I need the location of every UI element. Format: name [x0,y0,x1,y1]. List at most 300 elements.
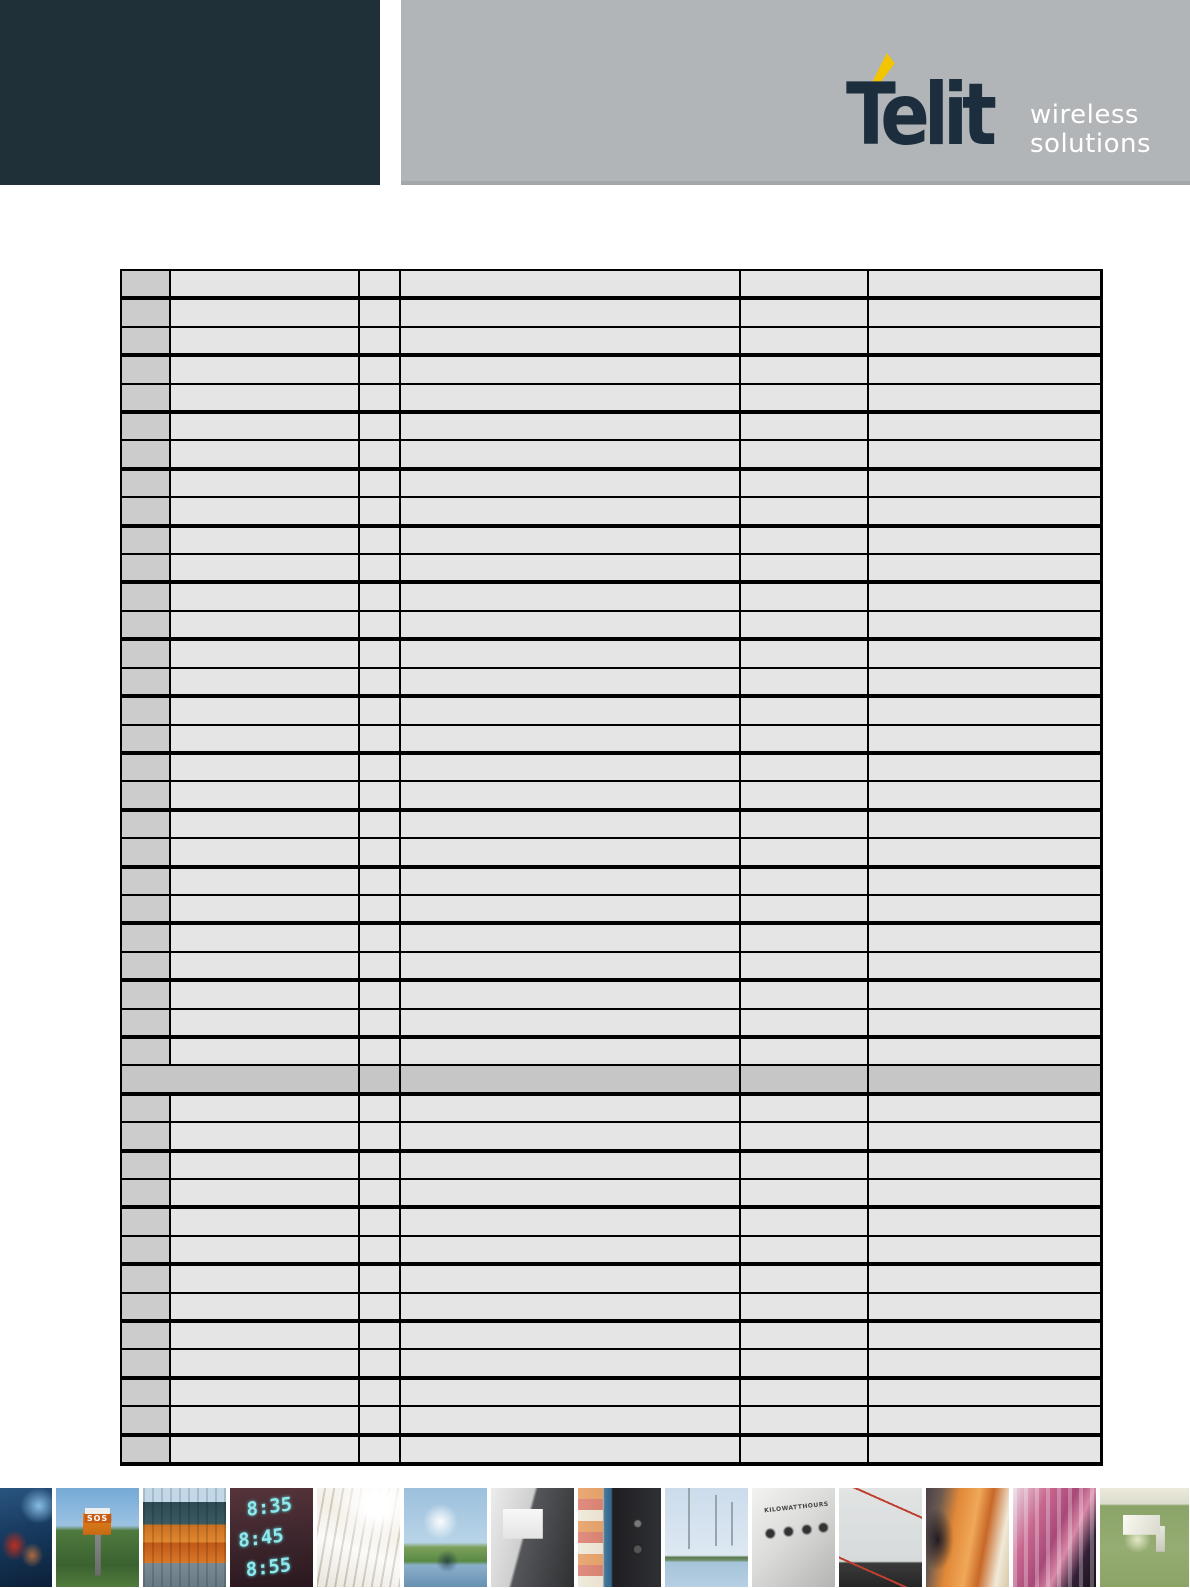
table-cell [399,1209,739,1234]
table-cell [122,1266,169,1291]
table-cell [867,782,1100,807]
table-row [122,869,1100,896]
filmstrip-photo-card-reader [491,1488,574,1587]
table-cell [122,698,169,723]
table-cell [169,982,358,1007]
table-cell [739,612,867,637]
table-cell [358,726,399,751]
table-cell [122,1350,169,1375]
filmstrip-photo-power-cables [839,1488,922,1587]
filmstrip-photo-wind-turbines [665,1488,748,1587]
table-cell [739,982,867,1007]
table-cell [399,1323,739,1348]
table-row [122,1437,1100,1462]
table-cell [122,498,169,523]
table-row [122,755,1100,782]
table-row [122,300,1100,327]
table-row [122,698,1100,725]
table-cell [169,698,358,723]
table-cell [358,925,399,950]
table-cell [169,1039,358,1064]
table-cell [399,1153,739,1178]
table-row [122,982,1100,1009]
table-cell [739,1066,867,1091]
table-cell [169,1294,358,1319]
table-cell [358,612,399,637]
table-cell [358,357,399,382]
table-cell [739,414,867,439]
table-cell [399,328,739,353]
table-cell [169,641,358,666]
table-cell [358,1180,399,1205]
table-cell [169,385,358,410]
table-cell [399,1096,739,1121]
table-cell [399,1266,739,1291]
table-cell [169,1323,358,1348]
table-cell [867,414,1100,439]
table-cell [122,1123,169,1148]
table-cell [739,441,867,466]
table-cell [399,357,739,382]
table-cell [122,925,169,950]
table-cell [122,782,169,807]
table-cell [739,555,867,580]
table-cell [739,896,867,921]
table-cell [399,982,739,1007]
table-cell [739,498,867,523]
table-cell [739,1123,867,1148]
table-cell [358,953,399,978]
table-cell [358,1096,399,1121]
table-cell [739,300,867,325]
table-cell [867,1380,1100,1405]
table-row [122,612,1100,641]
table-cell [739,1237,867,1262]
table-cell [867,1209,1100,1234]
table-cell [358,869,399,894]
table-cell [122,300,169,325]
table-cell [739,641,867,666]
table-cell [358,271,399,296]
table-cell [867,1407,1100,1432]
table-cell [867,896,1100,921]
table-cell [739,726,867,751]
table-cell [122,1294,169,1319]
telit-logo: Telit [846,65,992,165]
table-cell [122,441,169,466]
table-cell [867,726,1100,751]
table-cell [867,555,1100,580]
table-cell [169,1380,358,1405]
table-cell [739,1096,867,1121]
table-cell [358,1323,399,1348]
table-cell [169,1407,358,1432]
table-cell [399,498,739,523]
table-row [122,1010,1100,1039]
table-cell [122,1380,169,1405]
table-cell [122,1010,169,1035]
table-cell [867,1066,1100,1091]
table-cell [739,1380,867,1405]
table-cell [399,555,739,580]
table-cell [169,584,358,609]
table-cell [358,812,399,837]
table-cell [169,1437,358,1462]
table-cell [867,1437,1100,1462]
table-cell [169,498,358,523]
filmstrip [0,1488,1189,1587]
table-cell [358,1266,399,1291]
table-cell [122,1039,169,1064]
table-cell [358,328,399,353]
table-cell [867,471,1100,496]
table-cell [122,953,169,978]
table-cell [169,357,358,382]
table-cell [867,528,1100,553]
table-cell [399,300,739,325]
table-row [122,414,1100,441]
table-cell [122,1096,169,1121]
table-cell [399,925,739,950]
table-cell [399,1066,739,1091]
table-row [122,839,1100,868]
table-cell [399,812,739,837]
table-cell [739,839,867,864]
table-cell [122,357,169,382]
filmstrip-photo-cyclist [404,1488,487,1587]
table-cell [867,1039,1100,1064]
table-cell [122,1066,358,1091]
table-cell [739,953,867,978]
table-cell [399,612,739,637]
data-table [120,269,1103,1466]
table-cell [358,669,399,694]
filmstrip-photo-bottling-line [1013,1488,1096,1587]
photo-text: SOS [84,1514,111,1523]
table-cell [867,498,1100,523]
table-cell [739,1010,867,1035]
table-cell [169,612,358,637]
table-cell [399,1350,739,1375]
table-row [122,953,1100,982]
table-cell [867,1350,1100,1375]
table-cell [739,1294,867,1319]
table-cell [739,925,867,950]
table-cell [399,1437,739,1462]
table-cell [867,1294,1100,1319]
table-cell [867,1096,1100,1121]
table-cell [867,1123,1100,1148]
table-cell [169,1266,358,1291]
header-left-block [0,0,380,185]
table-cell [399,584,739,609]
table-cell [358,414,399,439]
table-cell [399,1294,739,1319]
table-cell [399,1010,739,1035]
table-cell [739,385,867,410]
table-cell [358,471,399,496]
table-cell [122,528,169,553]
table-cell [122,471,169,496]
table-cell [122,896,169,921]
table-cell [122,555,169,580]
table-cell [867,1180,1100,1205]
table-cell [399,726,739,751]
table-cell [867,385,1100,410]
table-cell [358,528,399,553]
table-cell [358,896,399,921]
table-cell [399,1237,739,1262]
table-cell [122,1237,169,1262]
table-cell [739,328,867,353]
table-cell [358,1010,399,1035]
table-cell [399,385,739,410]
table-cell [358,1123,399,1148]
table-cell [399,1407,739,1432]
table-cell [399,698,739,723]
table-cell [739,1180,867,1205]
table-row [122,1294,1100,1323]
table-cell [358,1407,399,1432]
table-cell [867,755,1100,780]
table-cell [358,1209,399,1234]
table-row [122,1266,1100,1293]
table-cell [867,812,1100,837]
table-cell [739,782,867,807]
table-cell [399,1380,739,1405]
table-cell [358,555,399,580]
table-cell [169,726,358,751]
table-cell [739,1437,867,1462]
table-cell [867,698,1100,723]
table-row [122,528,1100,555]
table-row [122,271,1100,300]
table-cell [169,1180,358,1205]
filmstrip-photo-cargo-containers [143,1488,226,1587]
table-cell [358,1437,399,1462]
table-cell [399,641,739,666]
table-cell [867,584,1100,609]
table-cell [169,471,358,496]
table-cell [358,1380,399,1405]
filmstrip-photo-laptop-and-coffee [317,1488,400,1587]
table-cell [867,669,1100,694]
filmstrip-photo-cctv-camera [1100,1488,1189,1587]
photo-text: 8:35 8:45 8:55 [237,1493,293,1582]
table-cell [358,839,399,864]
table-cell [358,1350,399,1375]
table-cell [169,1350,358,1375]
table-cell [739,1407,867,1432]
table-cell [169,1153,358,1178]
table-cell [867,641,1100,666]
table-cell [867,300,1100,325]
table-cell [399,896,739,921]
table-cell [867,982,1100,1007]
table-cell [399,953,739,978]
table-cell [122,414,169,439]
table-cell [358,982,399,1007]
table-cell [739,1153,867,1178]
table-row [122,471,1100,498]
table-row [122,782,1100,811]
table-cell [867,839,1100,864]
table-cell [358,1039,399,1064]
table-cell [739,812,867,837]
table-cell [358,698,399,723]
table-cell [122,869,169,894]
table-cell [122,584,169,609]
table-cell [169,953,358,978]
table-cell [399,755,739,780]
table-cell [739,1266,867,1291]
table-cell [867,925,1100,950]
table-cell [739,755,867,780]
table-row [122,1123,1100,1152]
table-cell [739,271,867,296]
table-cell [122,839,169,864]
table-cell [399,271,739,296]
table-section-divider-row [122,1066,1100,1095]
table-cell [169,1010,358,1035]
table-cell [169,755,358,780]
table-cell [358,1066,399,1091]
table-cell [122,641,169,666]
table-cell [169,1096,358,1121]
table-cell [122,755,169,780]
table-cell [739,869,867,894]
table-cell [169,271,358,296]
table-cell [122,612,169,637]
tagline-line2: solutions [1030,129,1152,159]
table-row [122,1209,1100,1236]
table-cell [122,1323,169,1348]
table-cell [358,641,399,666]
filmstrip-photo-train-platform [926,1488,1009,1587]
table-cell [399,1039,739,1064]
table-cell [399,441,739,466]
table-cell [122,1209,169,1234]
table-cell [867,357,1100,382]
table-cell [867,1010,1100,1035]
table-cell [399,782,739,807]
table-cell [169,839,358,864]
table-cell [358,1153,399,1178]
table-cell [867,869,1100,894]
table-cell [867,1153,1100,1178]
table-cell [867,1266,1100,1291]
table-cell [358,385,399,410]
table-row [122,584,1100,611]
table-cell [122,385,169,410]
table-cell [399,528,739,553]
table-cell [169,812,358,837]
table-cell [867,271,1100,296]
table-cell [169,528,358,553]
table-cell [739,669,867,694]
table-row [122,1039,1100,1066]
table-cell [399,471,739,496]
table-cell [169,1123,358,1148]
table-cell [739,471,867,496]
table-row [122,812,1100,839]
table-cell [358,755,399,780]
table-row [122,925,1100,952]
table-cell [169,1209,358,1234]
table-row [122,1237,1100,1266]
table-cell [169,782,358,807]
table-cell [867,1237,1100,1262]
table-row [122,1180,1100,1209]
table-cell [169,300,358,325]
filmstrip-photo-departure-board [230,1488,313,1587]
table-cell [358,1237,399,1262]
brand-tagline [1030,101,1151,159]
table-cell [739,698,867,723]
table-row [122,726,1100,755]
filmstrip-photo-sos-roadside-phone [56,1488,139,1587]
table-row [122,357,1100,384]
table-cell [358,498,399,523]
table-cell [399,669,739,694]
filmstrip-photo-night-traffic [0,1488,52,1587]
table-cell [358,1294,399,1319]
table-cell [399,1123,739,1148]
table-row [122,896,1100,925]
table-cell [122,1437,169,1462]
table-cell [739,357,867,382]
table-cell [358,441,399,466]
table-row [122,498,1100,527]
table-cell [739,1209,867,1234]
table-cell [122,1407,169,1432]
table-cell [169,869,358,894]
table-cell [122,982,169,1007]
table-cell [739,1039,867,1064]
table-cell [169,414,358,439]
table-row [122,385,1100,414]
table-row [122,441,1100,470]
tagline-line1: wireless [1030,100,1139,130]
table-cell [867,612,1100,637]
table-row [122,1323,1100,1350]
table-cell [867,1323,1100,1348]
table-row [122,1380,1100,1407]
filmstrip-photo-vending-machine [578,1488,661,1587]
table-cell [122,1153,169,1178]
table-row [122,1407,1100,1436]
table-row [122,1350,1100,1379]
table-cell [399,869,739,894]
table-cell [122,1180,169,1205]
table-cell [122,726,169,751]
table-cell [358,782,399,807]
table-cell [122,271,169,296]
table-cell [399,414,739,439]
table-cell [169,555,358,580]
table-cell [739,528,867,553]
table-row [122,328,1100,357]
table-cell [867,441,1100,466]
table-cell [169,328,358,353]
table-cell [867,953,1100,978]
table-cell [122,669,169,694]
table-cell [739,1323,867,1348]
table-cell [399,839,739,864]
table-row [122,669,1100,698]
table-cell [122,328,169,353]
table-cell [358,300,399,325]
